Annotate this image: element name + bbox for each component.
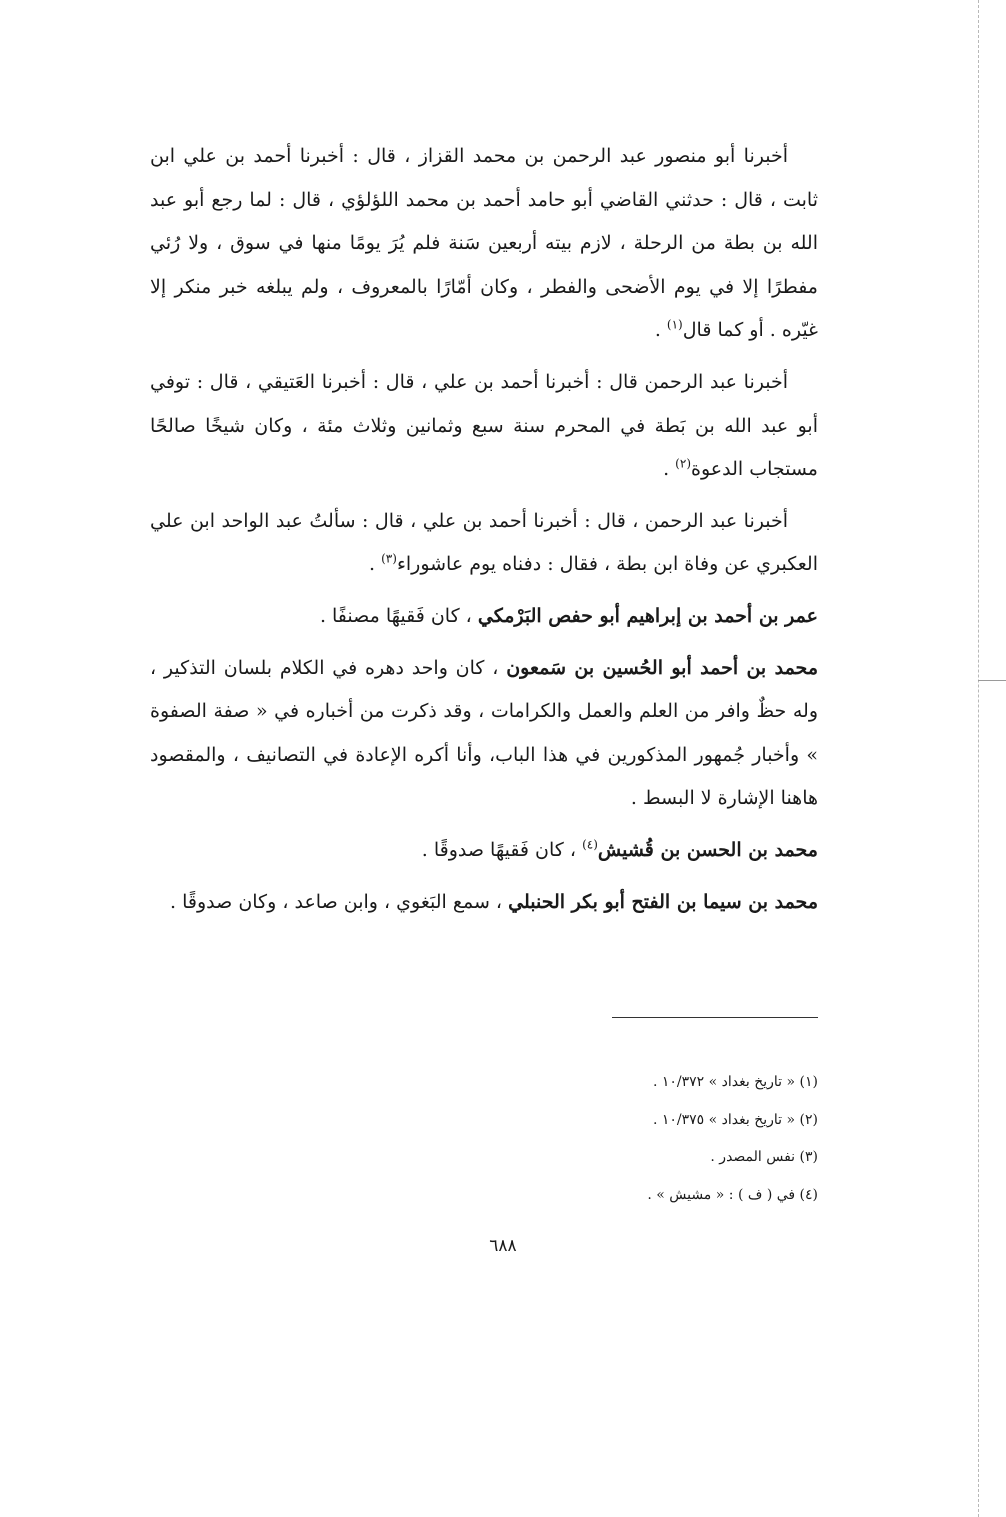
entry-ibn-samun: محمد بن أحمد أبو الحُسين بن سَمعون ، كان واحد دهره في الكلام بلسان التذكير ، وله حظٌ وافر من العلم والعمل والكرامات ، وقد ذكرت من أخباره في « صفة الصفوة » وأخبار جُمهور المذكورين في هذا الباب، وأنا أكره الإعادة في التصانيف ، والمقصود هاهنا الإشارة لا البسط . <box>150 656 818 810</box>
scan-edge-tick <box>978 680 1006 681</box>
entry-name: محمد بن سيما بن الفتح أبو بكر الحنبلي <box>508 890 818 913</box>
entry-name: عمر بن أحمد بن إبراهيم أبو حفص البَرْمكي <box>477 604 818 627</box>
entry-ibn-sima: محمد بن سيما بن الفتح أبو بكر الحنبلي ، سمع البَغوي ، وابن صاعد ، وكان صدوقًا . <box>170 890 818 913</box>
paragraph-ibn-batta-burial: أخبرنا عبد الرحمن ، قال : أخبرنا أحمد بن علي ، قال : سألتُ عبد الواحد ابن علي العكبري عن وفاة ابن بطة ، فقال : دفناه يوم عاشوراء$^{(٣)}$ . <box>150 509 818 576</box>
entry-ibn-qushaysh: محمد بن الحسن بن قُشيش$^{(٤)}$ ، كان فَقيهًا صدوقًا . <box>421 837 818 861</box>
entry-barmaki: عمر بن أحمد بن إبراهيم أبو حفص البَرْمكي ، كان فَقيهًا مصنفًا . <box>319 604 818 627</box>
footnote-1: (١) « تاريخ بغداد » ١٠/٣٧٢ . <box>652 1074 818 1090</box>
main-text <box>150 135 818 932</box>
paragraph-ibn-batta-narration: أخبرنا أبو منصور عبد الرحمن بن محمد القزاز ، قال : أخبرنا أحمد بن علي ابن ثابت ، قال : حدثني القاضي أبو حامد أحمد بن محمد اللؤلؤي ، قال : لما رجع أبو عبد الله بن بطة من الرحلة ، لازم بيته أربعين سَنة فلم يُرَ يومًا منها في سوق ، ولا رُئي مفطرًا إلا في يوم الأضحى والفطر ، وكان أمّارًا بالمعروف ، ولم يبلغه خبر منكر إلا غيّره . أو كما قال$^{(١)}$ . <box>150 145 818 342</box>
footnote-4: (٤) في ( ف ) : « مشيش » . <box>647 1186 818 1203</box>
entry-name: محمد بن أحمد أبو الحُسين بن سَمعون <box>506 656 818 679</box>
page-number: ٦٨٨ <box>489 1236 517 1256</box>
footnote-ref-1[interactable]: (١) <box>666 318 683 333</box>
paragraph-ibn-batta-death: أخبرنا عبد الرحمن قال : أخبرنا أحمد بن علي ، قال : أخبرنا العَتيقي ، قال : توفي أبو عبد الله بن بَطة في المحرم سنة سبع وثمانين وثلاث مئة ، وكان شيخًا صالحًا مستجاب الدعوة$^{(٢)}$ . <box>150 370 818 481</box>
footnote-2: (٢) « تاريخ بغداد » ١٠/٣٧٥ . <box>652 1111 818 1128</box>
scan-edge-line <box>978 0 979 1517</box>
footnote-3: (٣) نفس المصدر . <box>710 1149 818 1165</box>
footnote-divider <box>612 1017 818 1018</box>
footnote-ref-2[interactable]: (٢) <box>675 456 691 471</box>
footnote-ref-4[interactable]: (٤) <box>582 837 598 852</box>
footnotes <box>400 1064 818 1214</box>
footnote-ref-3[interactable]: (٣) <box>381 552 397 567</box>
entry-name: محمد بن الحسن بن قُشيش <box>597 838 818 861</box>
